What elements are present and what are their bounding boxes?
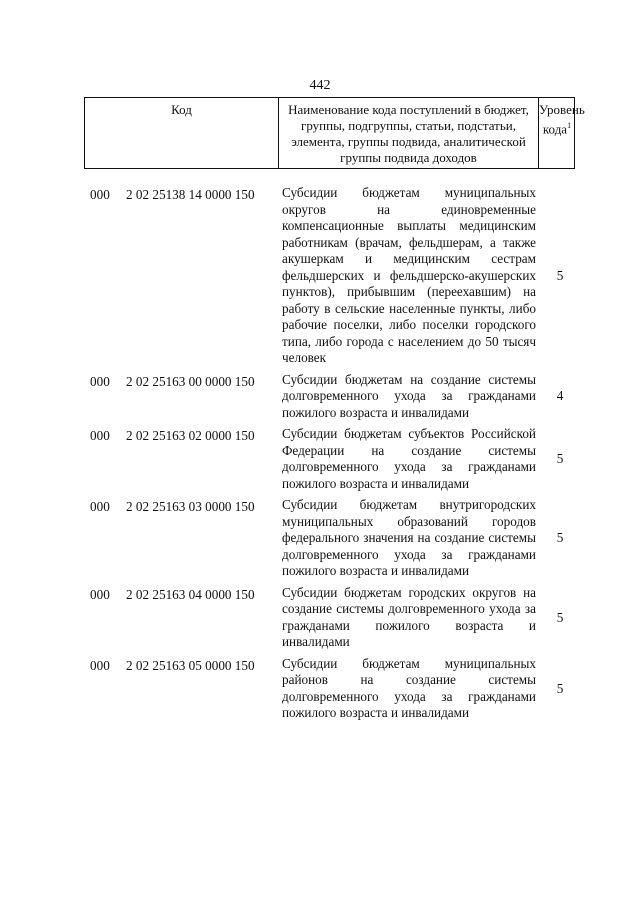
row-level: 5: [556, 530, 564, 545]
row-name: Субсидии бюджетам городских округов на создание системы долговременного ухода за гражданами пожилого возраста и инвалидами: [282, 584, 536, 649]
row-class: 000: [90, 187, 110, 202]
header-name: Наименование кода поступлений в бюджет, группы, подгруппы, статьи, подстатьи, элемента, группы подвида, аналитической группы подвида доходов: [278, 98, 539, 168]
table-row: [84, 497, 575, 580]
table-row: [84, 585, 575, 651]
table-body: [84, 185, 575, 727]
row-class: 000: [90, 499, 110, 514]
row-level: 5: [556, 609, 564, 625]
header-level: [539, 98, 585, 168]
row-name: Субсидии бюджетам субъектов Российской Федерации на создание системы долговременного ухода за гражданами пожилого возраста и инвалидами: [282, 426, 536, 491]
row-code: 2 02 25163 05 0000 150: [126, 657, 255, 673]
row-code: 2 02 25163 04 0000 150: [126, 586, 255, 602]
page-number: 442: [309, 78, 331, 93]
row-level: 4: [556, 388, 564, 403]
table-row: [84, 372, 575, 422]
row-name: Субсидии бюджетам муниципальных районов на создание системы долговременного ухода за гражданами пожилого возраста и инвалидами: [282, 655, 536, 720]
row-class: 000: [90, 657, 110, 673]
header-level-label: Уровень: [539, 102, 585, 117]
row-level: 5: [556, 267, 564, 283]
row-name: Субсидии бюджетам муниципальных округов на единовременные компенсационные выплаты медицинским работникам (врачам, фельдшерам, а также акушеркам и медицинским сестрам фельдшерских и фельдшерско-акушерских пунктов), прибывшим (переехавшим) на работу в сельские населенные пункты, либо рабочие поселки, либо поселки городского типа, либо города с населением до 50 тысяч человек: [282, 185, 536, 365]
row-level: 5: [556, 680, 564, 696]
table-header: [84, 97, 585, 169]
row-class: 000: [90, 373, 110, 389]
table-row: [84, 656, 575, 722]
row-code: 2 02 25163 02 0000 150: [126, 428, 255, 443]
table-row: [84, 185, 575, 367]
row-level: 5: [556, 450, 564, 466]
header-level-footnote: 1: [567, 121, 572, 130]
row-class: 000: [90, 428, 110, 443]
header-level-label-2: кода: [542, 121, 568, 137]
table-row: [84, 426, 575, 492]
header-code: Код: [171, 102, 192, 117]
row-class: 000: [90, 586, 110, 602]
row-code: 2 02 25163 00 0000 150: [126, 373, 255, 389]
row-code: 2 02 25138 14 0000 150: [126, 187, 255, 202]
row-name: Субсидии бюджетам внутригородских муниципальных образований городов федерального значения на создание системы долговременного ухода за гражданами пожилого возраста и инвалидами: [282, 497, 536, 578]
row-code: 2 02 25163 03 0000 150: [126, 499, 255, 514]
row-name: Субсидии бюджетам на создание системы долговременного ухода за гражданами пожилого возраста и инвалидами: [282, 371, 536, 420]
